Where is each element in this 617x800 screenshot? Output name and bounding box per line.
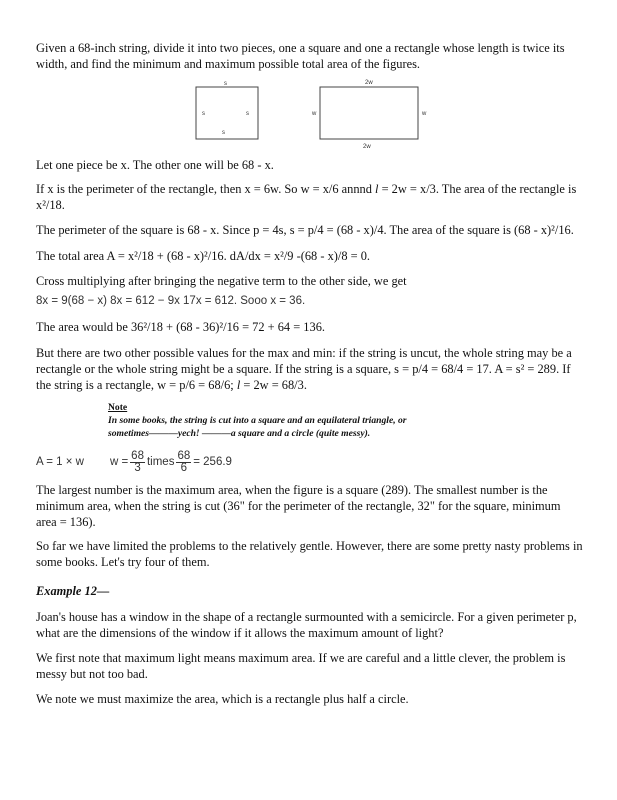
- but-there-text-2: = 2w = 68/3.: [240, 378, 307, 392]
- rect-label-bottom: 2w: [363, 144, 371, 150]
- ell-symbol-2: l: [236, 378, 241, 392]
- rectangle-shape: [320, 87, 418, 139]
- formula-lhs: A = 1 × w: [36, 456, 84, 468]
- fraction-1-numerator: 68: [131, 449, 144, 462]
- first-note-paragraph: We first note that maximum light means maximum area. If we are careful and a little clever, the problem is messy but not too bad.: [36, 651, 566, 681]
- ell-symbol: l: [375, 182, 379, 196]
- area-would-paragraph: The area would be 36²/18 + (68 - 36)²/16 = 72 + 64 = 136.: [36, 320, 325, 334]
- note-heading: Note: [108, 402, 128, 413]
- rect-label-top: 2w: [365, 80, 373, 86]
- square-label-left: s: [202, 111, 205, 117]
- but-there-text: But there are two other possible values for the max and min: if the string is uncut, the whole string may be a rectangle or the whole string might be a square. If the string is a square, s = p/4 = 68/4 = 17. A = s² = 289. If the string is a rectangle, w = p/6 = 68/6;: [36, 346, 572, 392]
- fraction-1-denominator: 3: [134, 461, 141, 474]
- formula-result: = 256.9: [193, 456, 232, 468]
- cross-mult-equation: 8x = 9(68 − x) 8x = 612 − 9x 17x = 612. Sooo x = 36.: [36, 295, 306, 307]
- rect-perimeter-text-2: = 2w = x/3. The area of the rectangle is x²/18.: [36, 182, 577, 212]
- area-formula: [36, 447, 232, 477]
- we-note-paragraph: We note we must maximize the area, which is a rectangle plus half a circle.: [36, 692, 409, 706]
- fraction-2-numerator: 68: [177, 449, 191, 462]
- so-far-paragraph: So far we have limited the problems to the relatively gentle. However, there are some pretty nasty problems in some books. Let's try four of them.: [36, 539, 583, 569]
- figure-square-rectangle: [0, 78, 617, 158]
- square-label-bottom: s: [222, 130, 225, 136]
- note-box: [108, 401, 438, 440]
- example-title: Example 12—: [36, 584, 110, 598]
- rect-label-right: w: [422, 111, 427, 117]
- largest-paragraph: The largest number is the maximum area, when the figure is a square (289). The smallest number is the minimum area, when the string is cut (36" for the perimeter of the rectangle, 32" for the square, minimum area = 136).: [36, 483, 561, 529]
- rect-perimeter-text: If x is the perimeter of the rectangle, then x = 6w. So w = x/6 annnd: [36, 182, 376, 196]
- cross-mult-paragraph: Cross multiplying after bringing the negative term to the other side, we get: [36, 274, 407, 288]
- rect-label-left: w: [312, 111, 317, 117]
- square-perimeter-paragraph: The perimeter of the square is 68 - x. Since p = 4s, s = p/4 = (68 - x)/4. The area of the square is (68 - x)²/16.: [36, 223, 574, 237]
- note-body: In some books, the string is cut into a square and an equilateral triangle, or sometimes———yech! ———a square and a circle (quite messy).: [108, 415, 407, 439]
- square-label-top: s: [224, 81, 227, 87]
- square-label-right: s: [246, 111, 249, 117]
- joan-paragraph: Joan's house has a window in the shape of a rectangle surmounted with a semicircle. For a given perimeter p, what are the dimensions of the window if it allows the maximum amount of light?: [36, 610, 577, 640]
- formula-fraction-1: [130, 451, 145, 474]
- but-there-paragraph: [36, 345, 584, 393]
- formula-fraction-2: [176, 451, 191, 474]
- intro-paragraph: Given a 68-inch string, divide it into two pieces, one a square and one a rectangle whose length is twice its width, and find the minimum and maximum possible total area of the figures.: [36, 41, 565, 71]
- formula-times: times: [146, 456, 175, 468]
- formula-w-eq: w =: [109, 456, 129, 468]
- total-area-paragraph: The total area A = x²/18 + (68 - x)²/16. dA/dx = x²/9 -(68 - x)/8 = 0.: [36, 249, 371, 263]
- let-paragraph: Let one piece be x. The other one will be 68 - x.: [36, 158, 274, 172]
- rect-perimeter-paragraph: [36, 181, 584, 213]
- fraction-2-denominator: 6: [180, 461, 188, 474]
